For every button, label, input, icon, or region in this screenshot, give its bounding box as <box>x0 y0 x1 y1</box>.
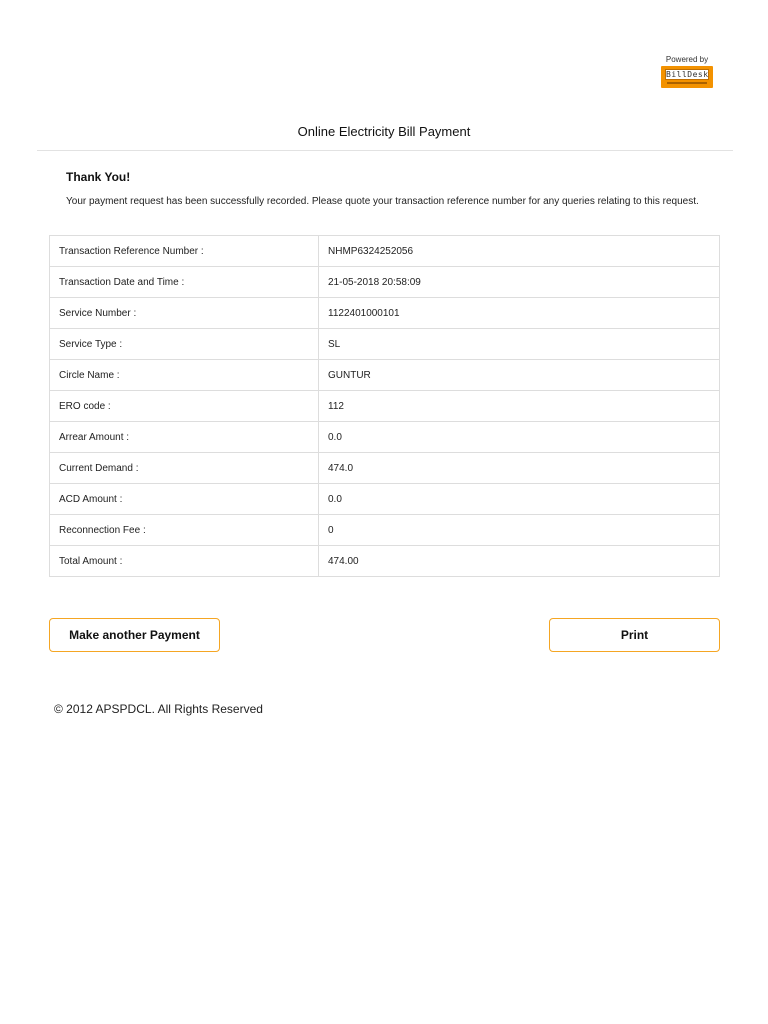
detail-value: SL <box>319 329 720 360</box>
powered-by-text: Powered by <box>665 55 709 64</box>
confirmation-message: Your payment request has been successfully recorded. Please quote your transaction reference number for any queries relating to this request. <box>66 196 699 207</box>
table-row <box>50 360 720 391</box>
detail-value: 474.0 <box>319 453 720 484</box>
detail-label: Total Amount : <box>50 546 319 577</box>
table-row <box>50 391 720 422</box>
table-row <box>50 546 720 577</box>
table-row <box>50 515 720 546</box>
detail-value: GUNTUR <box>319 360 720 391</box>
footer-copyright: © 2012 APSPDCL. All Rights Reserved <box>54 702 263 716</box>
print-button[interactable]: Print <box>549 618 720 652</box>
detail-value: 1122401000101 <box>319 298 720 329</box>
detail-label: Current Demand : <box>50 453 319 484</box>
detail-label: Arrear Amount : <box>50 422 319 453</box>
detail-label: Service Type : <box>50 329 319 360</box>
detail-label: ERO code : <box>50 391 319 422</box>
table-row <box>50 298 720 329</box>
detail-value: NHMP6324252056 <box>319 236 720 267</box>
table-row <box>50 422 720 453</box>
detail-value: 0 <box>319 515 720 546</box>
detail-label: Transaction Reference Number : <box>50 236 319 267</box>
detail-label: ACD Amount : <box>50 484 319 515</box>
thank-you-heading: Thank You! <box>66 170 131 184</box>
make-another-payment-button[interactable]: Make another Payment <box>49 618 220 652</box>
table-row <box>50 453 720 484</box>
detail-value: 0.0 <box>319 484 720 515</box>
table-row <box>50 267 720 298</box>
table-row <box>50 329 720 360</box>
detail-value: 474.00 <box>319 546 720 577</box>
table-row <box>50 484 720 515</box>
detail-value: 0.0 <box>319 422 720 453</box>
detail-value: 112 <box>319 391 720 422</box>
powered-by-block <box>661 55 713 88</box>
detail-label: Service Number : <box>50 298 319 329</box>
billdesk-tagline-mark <box>667 82 707 84</box>
detail-label: Circle Name : <box>50 360 319 391</box>
detail-value: 21-05-2018 20:58:09 <box>319 267 720 298</box>
transaction-details-table <box>49 235 720 577</box>
table-row <box>50 236 720 267</box>
page-title: Online Electricity Bill Payment <box>297 124 471 139</box>
title-divider <box>37 150 733 151</box>
detail-label: Transaction Date and Time : <box>50 267 319 298</box>
billdesk-logo-text: BillDesk <box>666 70 709 79</box>
billdesk-logo <box>661 66 713 88</box>
detail-label: Reconnection Fee : <box>50 515 319 546</box>
